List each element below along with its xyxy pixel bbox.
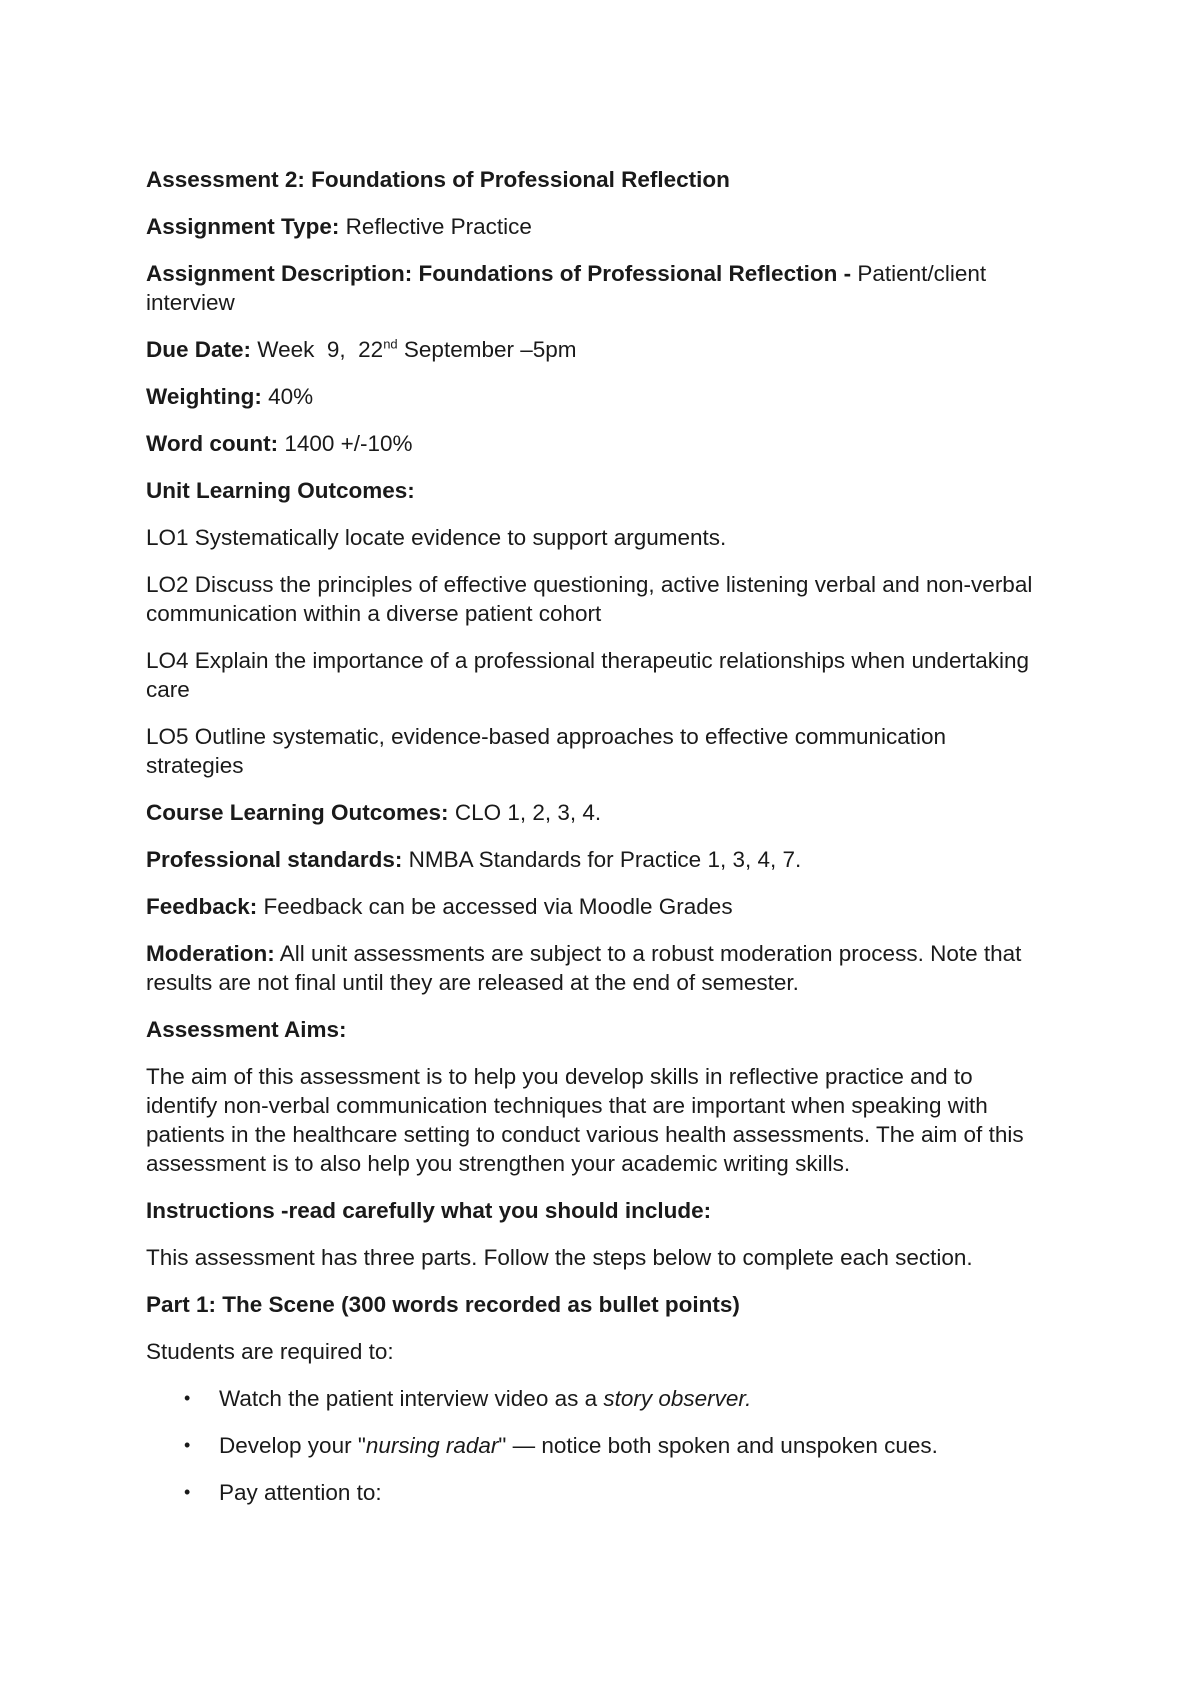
document-title: Assessment 2: Foundations of Professional Reflection (146, 167, 730, 192)
due-date-label: Due Date: (146, 337, 252, 362)
assignment-description-label: Assignment Description: Foundations of Professional Reflection - (146, 261, 852, 286)
learning-outcome-lo2: LO2 Discuss the principles of effective questioning, active listening verbal and non-verbal communication within a diverse patient cohort (146, 572, 1033, 626)
bullet-icon: • (184, 1435, 191, 1455)
bullet-emphasis: story observer. (603, 1386, 752, 1411)
unit-outcomes-heading: Unit Learning Outcomes: (146, 478, 415, 503)
bullet-emphasis: nursing radar (365, 1433, 499, 1458)
students-required: Students are required to: (146, 1339, 394, 1364)
due-date-value-end: September –5pm (397, 337, 577, 362)
instructions-heading: Instructions -read carefully what you should include: (146, 1198, 712, 1223)
list-item (146, 1431, 1046, 1460)
document-body (146, 165, 1046, 1525)
bullet-icon: • (184, 1482, 191, 1502)
due-date-value: Week 9, 22 (251, 337, 384, 362)
learning-outcome-lo1: LO1 Systematically locate evidence to support arguments. (146, 525, 727, 550)
bullet-icon: • (184, 1388, 191, 1408)
professional-standards (146, 845, 1046, 874)
course-outcomes-label: Course Learning Outcomes: (146, 800, 449, 825)
weighting-value: 40% (261, 384, 314, 409)
assignment-type-label: Assignment Type: (146, 214, 340, 239)
assignment-description-value: Patient/client interview (146, 261, 987, 315)
learning-outcome-lo5: LO5 Outline systematic, evidence-based approaches to effective communication strategies (146, 724, 947, 778)
due-date (146, 335, 1046, 364)
learning-outcome-lo4: LO4 Explain the importance of a professional therapeutic relationships when undertaking care (146, 648, 1030, 702)
bullet-list (146, 1384, 1046, 1507)
instructions-text: This assessment has three parts. Follow the steps below to complete each section. (146, 1245, 973, 1270)
weighting (146, 382, 1046, 411)
assignment-type-value: Reflective Practice (339, 214, 532, 239)
moderation-label: Moderation: (146, 941, 275, 966)
course-outcomes (146, 798, 1046, 827)
bullet-text: Pay attention to: (219, 1480, 382, 1505)
list-item (146, 1384, 1046, 1413)
word-count-label: Word count: (146, 431, 279, 456)
weighting-label: Weighting: (146, 384, 262, 409)
bullet-text-end: " — notice both spoken and unspoken cues. (498, 1433, 938, 1458)
bullet-text: Watch the patient interview video as a (219, 1386, 604, 1411)
assignment-type (146, 212, 1046, 241)
assignment-description (146, 259, 1046, 317)
moderation (146, 939, 1046, 997)
feedback (146, 892, 1046, 921)
feedback-value: Feedback can be accessed via Moodle Grades (257, 894, 733, 919)
due-date-ordinal: nd (383, 336, 398, 352)
bullet-text: Develop your " (219, 1433, 366, 1458)
feedback-label: Feedback: (146, 894, 258, 919)
aims-text: The aim of this assessment is to help you develop skills in reflective practice and to identify non-verbal communication techniques that are important when speaking with patients in the healthcare setting to conduct various health assessments. The aim of this assessment is to also help you strengthen your academic writing skills. (146, 1064, 1024, 1176)
word-count (146, 429, 1046, 458)
professional-standards-value: NMBA Standards for Practice 1, 3, 4, 7. (402, 847, 802, 872)
moderation-value: All unit assessments are subject to a robust moderation process. Note that results are not final until they are released at the end of semester. (146, 941, 1022, 995)
aims-heading: Assessment Aims: (146, 1017, 347, 1042)
course-outcomes-value: CLO 1, 2, 3, 4. (448, 800, 602, 825)
professional-standards-label: Professional standards: (146, 847, 403, 872)
list-item (146, 1478, 1046, 1507)
part1-heading: Part 1: The Scene (300 words recorded as bullet points) (146, 1292, 740, 1317)
word-count-value: 1400 +/-10% (278, 431, 413, 456)
